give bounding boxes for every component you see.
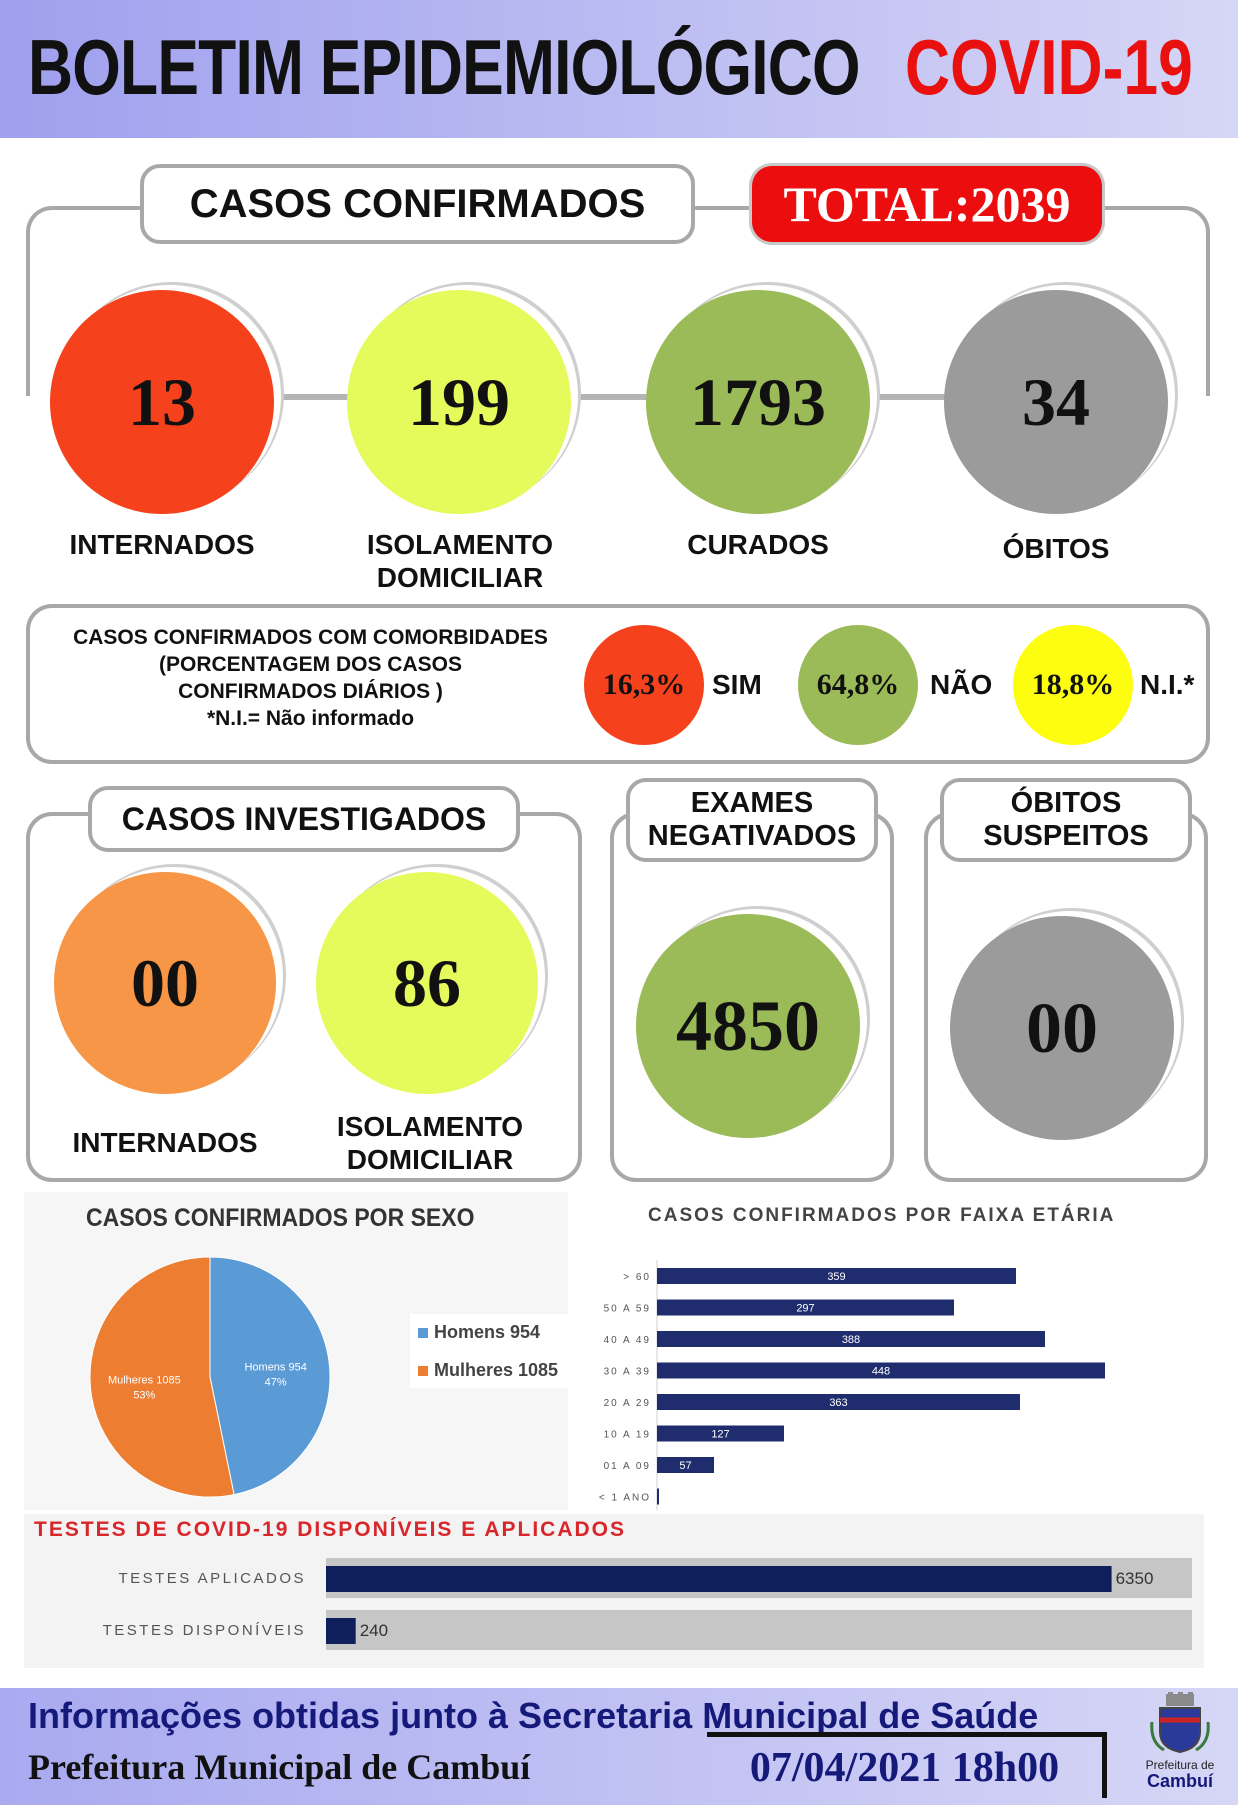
suspect-value: 00 — [1026, 987, 1098, 1068]
age-bar — [657, 1489, 659, 1505]
age-bar-value: 127 — [711, 1428, 730, 1441]
bulletin-date-text: 07/04/2021 18h00 — [749, 1744, 1060, 1791]
confirmed-label-1 — [0, 528, 334, 561]
negative-heading — [626, 778, 878, 862]
comorbid-label-2 — [930, 668, 992, 702]
tests-bar — [326, 1618, 356, 1644]
confirmed-label-text-1: INTERNADOS — [69, 529, 255, 560]
covid-title: COVID-19 — [905, 23, 1193, 111]
prefecture-logo — [1128, 1692, 1232, 1802]
tests-bar-value: 6350 — [1115, 1569, 1154, 1588]
investigated-label-1 — [40, 1126, 290, 1160]
age-category-label: 40 A 49 — [603, 1335, 651, 1346]
logo-text-1: Prefeitura de — [1145, 1758, 1215, 1772]
coat-of-arms-icon — [1150, 1692, 1210, 1754]
confirmed-heading-text: CASOS CONFIRMADOS — [189, 181, 646, 226]
legend-swatch-men — [418, 1328, 428, 1338]
logo-text-2: Cambuí — [1146, 1771, 1213, 1791]
suspect-heading — [940, 778, 1192, 862]
comorbid-text — [38, 624, 583, 732]
pie-percent-homens: 47% — [264, 1376, 287, 1389]
comorbid-line-4: *N.I.= Não informado — [206, 707, 415, 730]
age-category-label: 30 A 39 — [603, 1366, 651, 1378]
legend-swatch-women — [418, 1366, 428, 1376]
tests-category-label: TESTES APLICADOS — [118, 1570, 306, 1587]
investigated-heading-text: CASOS INVESTIGADOS — [121, 800, 487, 837]
confirmed-label-text-3: CURADOS — [687, 529, 829, 560]
comorbid-label-text-2: NÃO — [930, 669, 993, 700]
pie-label-mulheres: Mulheres 1085 — [107, 1374, 181, 1387]
comorbid-line-1: CASOS CONFIRMADOS COM COMORBIDADES — [73, 626, 548, 649]
comorbid-circle-3 — [1013, 625, 1133, 745]
confirmed-heading — [140, 164, 695, 244]
legend-label-women: Mulheres 1085 — [434, 1360, 559, 1380]
comorbid-line-2: (PORCENTAGEM DOS CASOS — [159, 653, 462, 676]
age-bar-value: 57 — [679, 1460, 692, 1472]
confirmed-value-2: 199 — [408, 363, 510, 440]
age-category-label: < 1 ANO — [598, 1492, 651, 1504]
comorbid-label-3 — [1140, 668, 1194, 702]
age-category-label: 10 A 19 — [603, 1429, 651, 1441]
footer-prefecture: Prefeitura Municipal de Cambuí — [28, 1747, 531, 1787]
legend-item-men — [418, 1320, 563, 1344]
tests-chart-title: TESTES DE COVID-19 DISPONÍVEIS E APLICADOS — [34, 1518, 626, 1541]
comorbid-label-1 — [712, 668, 762, 702]
age-bar-value: 359 — [827, 1271, 846, 1283]
investigated-label-text-1: INTERNADOS — [72, 1127, 258, 1158]
negative-heading-line-2: NEGATIVADOS — [647, 820, 857, 852]
confirmed-value-1: 13 — [128, 363, 196, 440]
investigated-label-2 — [300, 1110, 560, 1176]
age-bar-value: 388 — [841, 1334, 861, 1346]
comorbid-circle-2 — [798, 625, 918, 745]
total-text: TOTAL:2039 — [783, 176, 1071, 232]
legend-label-men: Homens 954 — [434, 1322, 541, 1342]
age-category-label: > 60 — [623, 1272, 651, 1283]
tests-bar-track — [326, 1610, 1192, 1650]
bulletin-date — [707, 1732, 1107, 1798]
age-bar-value: 448 — [871, 1365, 891, 1378]
suspect-heading-line-2: SUSPEITOS — [983, 820, 1149, 852]
age-category-label: 20 A 29 — [603, 1398, 651, 1409]
confirmed-label-text-4: ÓBITOS — [1002, 533, 1110, 564]
bulletin-title: BOLETIM EPIDEMIOLÓGICO — [28, 23, 860, 111]
tests-bar-chart — [24, 1548, 1204, 1666]
comorbid-label-text-3: N.I.* — [1140, 669, 1195, 700]
confirmed-circle-2 — [347, 290, 571, 514]
negative-circle — [636, 914, 860, 1138]
investigated-label-text-2: ISOLAMENTO DOMICILIAR — [336, 1111, 524, 1175]
connector-2 — [575, 394, 655, 400]
negative-heading-line-1: EXAMES — [690, 786, 814, 819]
legend-item-women — [418, 1358, 563, 1382]
confirmed-circle-1 — [50, 290, 274, 514]
confirmed-label-text-2: ISOLAMENTO DOMICILIAR — [366, 529, 554, 593]
confirmed-label-4 — [884, 532, 1228, 565]
tests-category-label: TESTES DISPONÍVEIS — [102, 1622, 306, 1639]
investigated-value-2: 86 — [393, 944, 461, 1021]
sex-legend — [410, 1314, 571, 1388]
age-bar-chart — [572, 1260, 1190, 1510]
sex-chart-title: CASOS CONFIRMADOS POR SEXO — [86, 1204, 475, 1232]
age-chart-title: CASOS CONFIRMADOS POR FAIXA ETÁRIA — [648, 1205, 1116, 1226]
tests-bar — [326, 1566, 1112, 1592]
age-bar-value: 297 — [796, 1302, 815, 1315]
investigated-value-1: 00 — [131, 944, 199, 1021]
comorbid-value-2: 64,8% — [816, 668, 900, 701]
pie-label-homens: Homens 954 — [244, 1361, 307, 1374]
investigated-circle-1 — [54, 872, 276, 1094]
confirmed-circle-3 — [646, 290, 870, 514]
age-bar-value: 363 — [829, 1397, 848, 1409]
confirmed-label-2 — [330, 528, 590, 594]
suspect-heading-line-1: ÓBITOS — [1010, 786, 1122, 819]
comorbid-value-3: 18,8% — [1031, 668, 1115, 701]
investigated-circle-2 — [316, 872, 538, 1094]
confirmed-circle-4 — [944, 290, 1168, 514]
footer-source: Informações obtidas junto à Secretaria Municipal de Saúde — [28, 1695, 1039, 1736]
comorbid-circle-1 — [584, 625, 704, 745]
confirmed-value-3: 1793 — [690, 363, 826, 440]
tests-bar-value: 240 — [359, 1621, 389, 1640]
age-category-label: 50 A 59 — [603, 1303, 651, 1315]
total-badge — [752, 166, 1102, 242]
age-category-label: 01 A 09 — [603, 1461, 651, 1472]
comorbid-label-text-1: SIM — [712, 669, 762, 700]
comorbid-line-3: CONFIRMADOS DIÁRIOS ) — [178, 680, 443, 703]
sex-pie-chart — [80, 1252, 340, 1502]
pie-percent-mulheres: 53% — [133, 1389, 156, 1402]
connector-3 — [870, 394, 950, 400]
investigated-heading — [88, 786, 520, 852]
negative-value: 4850 — [676, 985, 820, 1066]
confirmed-label-3 — [586, 528, 930, 561]
confirmed-value-4: 34 — [1022, 363, 1090, 440]
comorbid-value-1: 16,3% — [602, 668, 686, 701]
suspect-circle — [950, 916, 1174, 1140]
